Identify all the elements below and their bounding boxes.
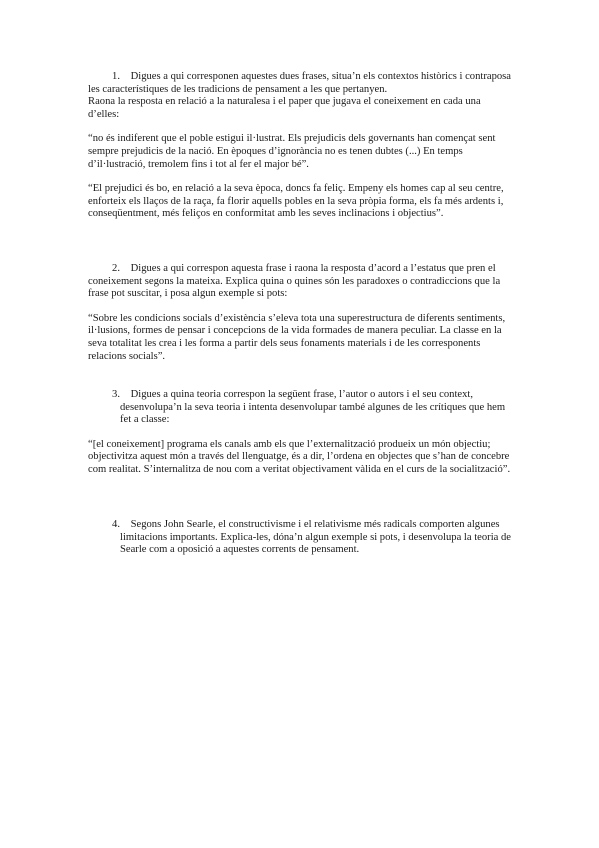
question-2-prompt [88,263,512,301]
question-1-text-continued: Raona la resposta en relació a la naturalesa i el paper que jugava el coneixement en cada una d’elles: [88,96,481,120]
question-3-quote: “[el coneixement] programa els canals amb els que l’externalització produeix un món objectiu; objectivitza aquest món a través del llenguatge, és a dir, l’ordena en objectes que s’han de concebre com realitat. S’internalitza de nou com a veritat objectivament vàlida en el curs de la socialització”. [88,438,511,475]
question-1-prompt [88,71,512,96]
question-4-text: Segons John Searle, el constructivisme i el relativisme més radicals comporten algunes limitacions importants. Explica-les, dóna’n algun exemple si pots, i desenvolupa la teoria de Searle com a oposició a aquestes corrents de pensament. [120,519,511,556]
question-4-prompt [88,519,512,557]
question-3 [88,389,512,477]
question-1-quote-1: “no és indiferent que el poble estigui il·lustrat. Els prejudicis dels governants han començat sent sempre prejudicis de la nació. En èpoques d’ignorància no es tenen dubtes (...) En temps d’il·lustració, tremolem fins i tot al fer el major bé”. [88,133,496,170]
question-2-number: 2. [112,263,120,274]
question-2-text: Digues a qui correspon aquesta frase i raona la resposta d’acord a l’estatus que pren el coneixement segons la mateixa. Explica quina o quines són les paradoxes o contradiccions que la frase pot suscitar, i posa algun exemple si pots: [88,263,501,300]
question-4 [88,519,512,557]
question-1 [88,71,512,221]
question-3-prompt [88,389,512,427]
question-2-quote: “Sobre les condicions socials d’existència s’eleva tota una superestructura de diferents sentiments, il·lusions, formes de pensar i concepcions de la vida formades de manera peculiar. La classe en la seva totalitat les crea i les forma a partir dels seus fonaments materials i de les corresponents relacions socials”. [88,312,506,362]
question-1-text: Digues a qui corresponen aquestes dues frases, situa’n els contextos històrics i contraposa les característiques de les tradicions de pensament a les que pertanyen. [88,71,511,95]
question-1-quote-2: “El prejudici és bo, en relació a la seva època, doncs fa feliç. Empeny els homes cap al seu centre, enforteix els llaços de la raça, fa florir aquells pobles en la seva pròpia forma, els fa més ardents i, conseqüentment, més feliços en conformitat amb les seves inclinacions i objectius”. [88,183,504,220]
question-2 [88,263,512,363]
question-3-number: 3. [112,389,120,400]
question-3-text: Digues a quina teoria correspon la següent frase, l’autor o autors i el seu context, desenvolupa’n la seva teoria i intenta desenvolupar també algunes de les crítiques que hem fet a classe: [120,389,506,426]
question-1-number: 1. [112,71,120,82]
question-4-number: 4. [112,519,120,530]
